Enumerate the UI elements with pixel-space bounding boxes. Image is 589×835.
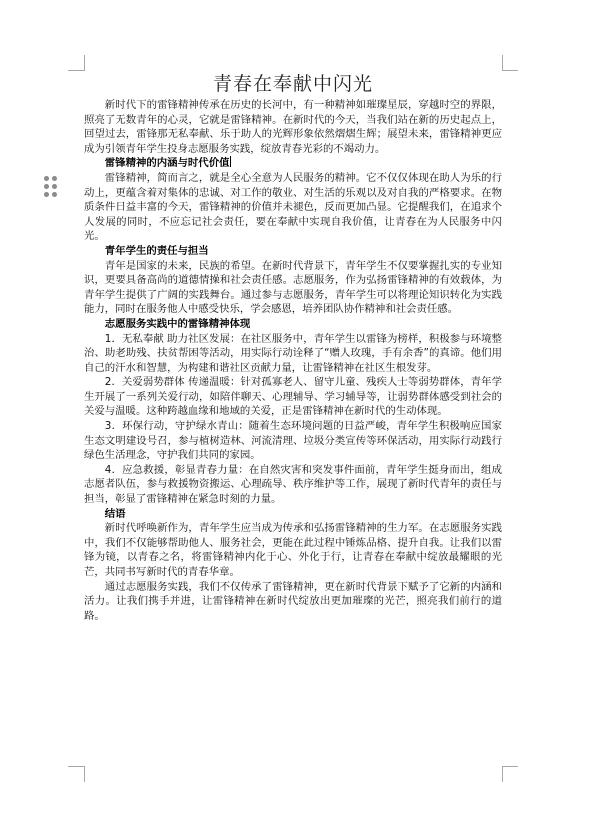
document-title: 青春在奉献中闪光 [212,73,373,95]
section-heading-conclusion: 结语 [104,507,126,520]
margin-corner-mark [502,766,518,767]
margin-corner-mark [68,70,84,71]
section-values-paragraph: 雷锋精神，简而言之，就是全心全意为人民服务的精神。它不仅仅体现在助人为乐的行动上，更蕴含着对集体的忠诚、对工作的敬业、对生活的乐观以及对自我的严格要求。在物质条件日益丰富的今天，雷锋精神的价值并未褪色，反而更加凸显。它提醒我们，在追求个人发展的同时，不应忘记社会责任，要在奉献中实现自我价值，让青春在为人民服务中闪光。 [84,171,502,243]
section-responsibility-paragraph: 青年是国家的未来，民族的希望。在新时代背景下，青年学生不仅要掌握扎实的专业知识，更要具备高尚的道德情操和社会责任感。志愿服务，作为弘扬雷锋精神的有效载体，为青年学生提供了广阔的实践舞台。通过参与志愿服务，青年学生可以将理论知识转化为实践能力，同时在服务他人中感受快乐，学会感恩，培养团队协作精神和社会责任感。 [84,259,502,316]
conclusion-paragraph: 新时代呼唤新作为，青年学生应当成为传承和弘扬雷锋精神的生力军。在志愿服务实践中，我们不仅能够帮助他人、服务社会，更能在此过程中锤炼品格、提升自我。让我们以雷锋为镜，以青春之名，将雷锋精神内化于心、外化于行，让青春在奉献中绽放最耀眼的光芒，共同书写新时代的青春华章。 [84,522,502,578]
section-heading-values: 雷锋精神的内涵与时代价值 [104,157,230,170]
margin-corner-mark [84,55,85,71]
section-heading-responsibility: 青年学生的责任与担当 [104,244,209,257]
margin-corner-mark [68,766,84,767]
block-drag-handle-icon[interactable] [44,176,58,200]
document-body[interactable] [84,70,502,623]
section-heading-practice: 志愿服务实践中的雷锋精神体现 [104,317,251,330]
margin-corner-mark [502,766,503,782]
practice-item: 3．环保行动，守护绿水青山：随着生态环境问题的日益严峻，青年学生积极响应国家生态文明建设号召，参与植树造林、河流清理、垃圾分类宣传等环保活动，用实际行动践行绿色生活理念，守护我们共同的家园。 [84,420,502,462]
practice-item: 1．无私奉献 助力社区发展：在社区服务中，青年学生以雷锋为榜样，积极参与环境整治、助老助残、扶贫帮困等活动，用实际行动诠释了“赠人玫瑰，手有余香”的真谛。他们用自己的汗水和智慧，为构建和谐社区贡献力量，让雷锋精神在社区生根发芽。 [84,332,502,374]
practice-item: 2．关爱弱势群体 传递温暖：针对孤寡老人、留守儿童、残疾人士等弱势群体，青年学生开展了一系列关爱行动，如陪伴聊天、心理辅导、学习辅导等，让弱势群体感受到社会的关爱与温暖。这种跨越血缘和地域的关爱，正是雷锋精神在新时代的生动体现。 [84,376,502,418]
conclusion-paragraph: 通过志愿服务实践，我们不仅传承了雷锋精神，更在新时代背景下赋予了它新的内涵和活力。让我们携手并进，让雷锋精神在新时代绽放出更加璀璨的光芒，照亮我们前行的道路。 [84,580,502,622]
margin-corner-mark [502,55,503,71]
intro-paragraph: 新时代下的雷锋精神传承在历史的长河中，有一种精神如璀璨星辰，穿越时空的界限，照亮了无数青年的心灵，它就是雷锋精神。在新时代的今天，当我们站在新的历史起点上，回望过去，雷锋那无私奉献、乐于助人的光辉形象依然熠熠生辉；展望未来，雷锋精神更应成为引领青年学生投身志愿服务实践，绽放青春光彩的不竭动力。 [84,99,502,155]
margin-corner-mark [84,766,85,782]
margin-corner-mark [502,70,518,71]
text-cursor [230,156,231,167]
practice-item: 4．应急救援，彰显青春力量：在自然灾害和突发事件面前，青年学生挺身而出，组成志愿者队伍，参与救援物资搬运、心理疏导、秩序维护等工作，展现了新时代青年的责任与担当，彰显了雷锋精神在紧急时刻的力量。 [84,463,502,506]
